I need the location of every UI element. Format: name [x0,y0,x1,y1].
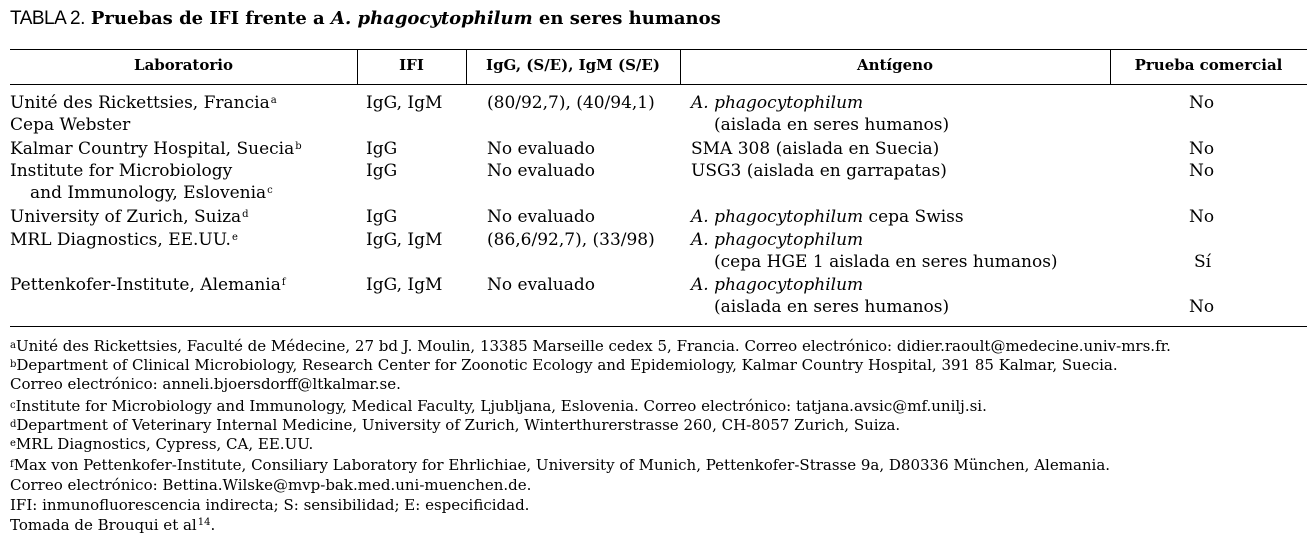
ifi-value: IgG, IgM [366,230,443,250]
antigen-detail: (aislada en seres humanos) [714,115,950,135]
footnote-mark: a [10,340,16,351]
antigen-name: A. phagocytophilum [691,275,864,295]
title-organism: A. phagocytophilum [331,8,533,29]
footnote-text: Correo electrónico: anneli.bjoersdorff@ltkalmar.se. [10,375,401,393]
footnote-marker: f [281,277,286,288]
se-value: No evaluado [487,139,595,159]
footnote-text: Department of Clinical Microbiology, Research Center for Zoonotic Ecology and Epidemiology, Kalmar Country Hospital, 391 85 Kalmar, Suecia. [16,356,1118,374]
antigen-name: A. phagocytophilum [691,230,864,250]
commercial-value: No [1189,139,1215,159]
lab-detail: and Immunology, Eslovenia [30,183,267,203]
table-row-lab [10,138,302,160]
lab-name: Unité des Rickettsies, Francia [10,93,270,113]
footnote-mark: d [10,419,17,430]
lab-name: University of Zurich, Suiza [10,207,242,227]
footnote [10,397,987,415]
commercial-value: No [1189,207,1215,227]
table-row-lab [10,274,286,296]
table-number: TABLA 2. [10,8,85,29]
reference-number: 14 [197,517,211,528]
title-prefix: Pruebas de IFI frente a [90,8,331,29]
footnote-text: Institute for Microbiology and Immunology, Medical Faculty, Ljubljana, Eslovenia. Correo electrónico: tatjana.avsic@mf.unilj.si. [15,397,987,415]
footnote [10,435,313,453]
footnote-end: . [210,516,216,534]
footnote-mark: f [10,459,14,470]
table-bottom-rule [10,326,1307,327]
footnote [10,456,1110,474]
lab-name: Kalmar Country Hospital, Suecia [10,139,295,159]
table-row-lab [10,92,277,114]
column-header-ifi: IFI [399,56,424,74]
ifi-value: IgG, IgM [366,275,443,295]
lab-name: Pettenkofer-Institute, Alemania [10,275,281,295]
antigen-strain: cepa Swiss [863,207,964,227]
se-value: (80/92,7), (40/94,1) [487,93,655,113]
column-header-sensitivity: IgG, (S/E), IgM (S/E) [486,56,660,74]
table-row-lab [10,206,249,228]
footnote-marker: b [295,141,302,152]
commercial-value: No [1189,161,1215,181]
se-value: No evaluado [487,161,595,181]
se-value: No evaluado [487,207,595,227]
column-header-prueba-comercial: Prueba comercial [1134,56,1283,74]
antigen-name: USG3 (aislada en garrapatas) [691,161,947,181]
column-header-antigeno: Antígeno [856,56,934,74]
ifi-value: IgG [366,207,398,227]
antigen-detail: (aislada en seres humanos) [714,297,950,317]
se-value: No evaluado [487,275,595,295]
footnote-marker: d [242,209,249,220]
commercial-value: No [1189,297,1215,317]
commercial-value: No [1189,93,1215,113]
column-header-laboratorio: Laboratorio [134,56,233,74]
antigen-name: SMA 308 (aislada en Suecia) [691,139,940,159]
antigen-name: A. phagocytophilum [691,93,864,113]
ifi-value: IgG [366,139,398,159]
ifi-value: IgG, IgM [366,93,443,113]
footnote-mark: c [10,400,16,411]
header-rule [10,84,1307,85]
se-value: (86,6/92,7), (33/98) [487,230,655,250]
table-top-rule [10,49,1307,50]
footnote-text: Correo electrónico: Bettina.Wilske@mvp-bak.med.uni-muenchen.de. [10,476,532,494]
footnote-marker: a [270,95,277,106]
footnote-marker: e [231,232,238,243]
footnote-text: Department of Veterinary Internal Medicine, University of Zurich, Winterthurerstrasse 260, CH-8057 Zurich, Suiza. [16,416,901,434]
footnote-text: Max von Pettenkofer-Institute, Consiliary Laboratory for Ehrlichiae, University of Munich, Pettenkofer-Strasse 9a, D80336 München, Alemania. [13,456,1111,474]
lab-name: MRL Diagnostics, EE.UU. [10,230,231,250]
footnote [10,416,900,434]
footnote-text: IFI: inmunofluorescencia indirecta; S: sensibilidad; E: especificidad. [10,496,530,514]
commercial-value: Sí [1194,252,1212,272]
table-row-lab [10,229,238,251]
footnote-marker: c [267,185,273,196]
title-suffix: en seres humanos [532,8,721,29]
footnote [10,356,1118,374]
antigen-detail: (cepa HGE 1 aislada en seres humanos) [714,252,1058,272]
footnote-text: Tomada de Brouqui et al [10,516,197,534]
footnote-text: MRL Diagnostics, Cypress, CA, EE.UU. [15,435,314,453]
antigen-species: A. phagocytophilum [691,207,864,227]
lab-detail: Cepa Webster [10,115,131,135]
footnote-text: Unité des Rickettsies, Faculté de Médecine, 27 bd J. Moulin, 13385 Marseille cedex 5, Francia. Correo electrónico: didier.raoult@medecine.univ-mrs.fr. [15,337,1171,355]
antigen-name [691,206,964,228]
footnote [10,476,531,494]
footnote-mark: e [10,438,16,449]
footnote-mark: b [10,359,17,370]
table-row-lab [30,182,273,204]
footnote [10,516,215,534]
footnote [10,496,529,514]
ifi-value: IgG [366,161,398,181]
footnote [10,337,1171,355]
footnote [10,375,401,393]
table-title [10,7,721,30]
lab-name: Institute for Microbiology [10,161,233,181]
